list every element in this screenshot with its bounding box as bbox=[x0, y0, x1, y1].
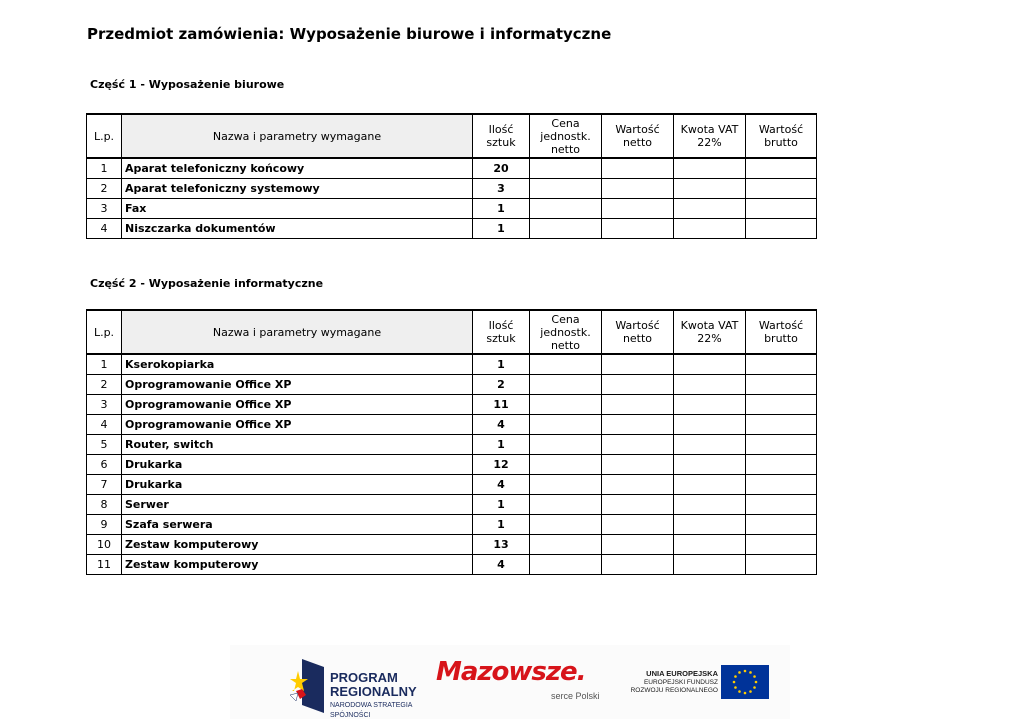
cell-lp: 1 bbox=[87, 158, 122, 178]
cell-net-value bbox=[602, 414, 674, 434]
cell-name: Aparat telefoniczny systemowy bbox=[122, 178, 473, 198]
cell-name: Oprogramowanie Office XP bbox=[122, 374, 473, 394]
eu-line2: EUROPEJSKI FUNDUSZ bbox=[643, 679, 718, 686]
cell-name: Drukarka bbox=[122, 454, 473, 474]
cell-name: Szafa serwera bbox=[122, 514, 473, 534]
cell-lp: 1 bbox=[87, 354, 122, 374]
cell-lp: 4 bbox=[87, 218, 122, 238]
table-row bbox=[87, 354, 817, 374]
cell-unit-price bbox=[530, 514, 602, 534]
table-row bbox=[87, 454, 817, 474]
cell-qty: 11 bbox=[473, 394, 530, 414]
eu-star bbox=[749, 690, 752, 693]
cell-vat bbox=[674, 198, 746, 218]
cell-vat bbox=[674, 178, 746, 198]
cell-name: Oprogramowanie Office XP bbox=[122, 394, 473, 414]
cell-gross-value bbox=[746, 474, 817, 494]
header-unit-price: Cena jednostk. netto bbox=[530, 114, 602, 158]
cell-lp: 4 bbox=[87, 414, 122, 434]
header-lp: L.p. bbox=[87, 114, 122, 158]
cell-unit-price bbox=[530, 534, 602, 554]
cell-lp: 5 bbox=[87, 434, 122, 454]
cell-qty: 1 bbox=[473, 434, 530, 454]
cell-vat bbox=[674, 394, 746, 414]
table-row bbox=[87, 434, 817, 454]
cell-unit-price bbox=[530, 354, 602, 374]
program-star-icon bbox=[288, 659, 324, 713]
cell-qty: 1 bbox=[473, 218, 530, 238]
cell-lp: 6 bbox=[87, 454, 122, 474]
table-row bbox=[87, 474, 817, 494]
mazowsze-logo bbox=[436, 657, 606, 707]
cell-vat bbox=[674, 414, 746, 434]
part1-table-body bbox=[87, 158, 817, 238]
table-row bbox=[87, 394, 817, 414]
header-name: Nazwa i parametry wymagane bbox=[122, 310, 473, 354]
cell-gross-value bbox=[746, 554, 817, 574]
eu-star bbox=[744, 692, 747, 695]
cell-qty: 1 bbox=[473, 494, 530, 514]
header-gross-value: Wartość brutto bbox=[746, 310, 817, 354]
cell-gross-value bbox=[746, 178, 817, 198]
cell-qty: 1 bbox=[473, 354, 530, 374]
header-vat: Kwota VAT 22% bbox=[674, 310, 746, 354]
cell-lp: 11 bbox=[87, 554, 122, 574]
eu-star bbox=[749, 671, 752, 674]
header-qty: Ilość sztuk bbox=[473, 114, 530, 158]
part2-table-body bbox=[87, 354, 817, 574]
cell-gross-value bbox=[746, 534, 817, 554]
part2-table bbox=[86, 309, 817, 575]
cell-unit-price bbox=[530, 218, 602, 238]
cell-unit-price bbox=[530, 454, 602, 474]
cell-gross-value bbox=[746, 434, 817, 454]
eu-flag-icon bbox=[721, 665, 769, 699]
cell-gross-value bbox=[746, 414, 817, 434]
cell-vat bbox=[674, 474, 746, 494]
cell-vat bbox=[674, 534, 746, 554]
cell-lp: 3 bbox=[87, 394, 122, 414]
header-unit-price: Cena jednostk. netto bbox=[530, 310, 602, 354]
cell-unit-price bbox=[530, 198, 602, 218]
cell-unit-price bbox=[530, 178, 602, 198]
cell-gross-value bbox=[746, 158, 817, 178]
cell-net-value bbox=[602, 158, 674, 178]
header-net-value: Wartość netto bbox=[602, 310, 674, 354]
mazowsze-tagline: serce Polski bbox=[551, 691, 600, 701]
eu-star bbox=[755, 681, 758, 684]
eu-star bbox=[753, 675, 756, 678]
cell-name: Router, switch bbox=[122, 434, 473, 454]
header-gross-value: Wartość brutto bbox=[746, 114, 817, 158]
cell-qty: 4 bbox=[473, 474, 530, 494]
cell-vat bbox=[674, 374, 746, 394]
cell-lp: 2 bbox=[87, 374, 122, 394]
cell-name: Oprogramowanie Office XP bbox=[122, 414, 473, 434]
header-name: Nazwa i parametry wymagane bbox=[122, 114, 473, 158]
program-regionalny-logo bbox=[260, 657, 440, 719]
cell-net-value bbox=[602, 534, 674, 554]
cell-net-value bbox=[602, 198, 674, 218]
cell-lp: 2 bbox=[87, 178, 122, 198]
cell-net-value bbox=[602, 394, 674, 414]
cell-unit-price bbox=[530, 434, 602, 454]
cell-lp: 10 bbox=[87, 534, 122, 554]
cell-unit-price bbox=[530, 394, 602, 414]
table-row bbox=[87, 494, 817, 514]
cell-qty: 3 bbox=[473, 178, 530, 198]
cell-lp: 7 bbox=[87, 474, 122, 494]
cell-lp: 3 bbox=[87, 198, 122, 218]
cell-unit-price bbox=[530, 494, 602, 514]
eu-star bbox=[738, 671, 741, 674]
cell-net-value bbox=[602, 434, 674, 454]
cell-net-value bbox=[602, 474, 674, 494]
cell-unit-price bbox=[530, 474, 602, 494]
eu-line3: ROZWOJU REGIONALNEGO bbox=[630, 687, 718, 694]
eu-star bbox=[738, 690, 741, 693]
cell-name: Fax bbox=[122, 198, 473, 218]
cell-net-value bbox=[602, 494, 674, 514]
cell-vat bbox=[674, 158, 746, 178]
table-row bbox=[87, 198, 817, 218]
eu-star bbox=[753, 686, 756, 689]
page-title: Przedmiot zamówienia: Wyposażenie biurowe i informatyczne bbox=[87, 25, 612, 43]
cell-gross-value bbox=[746, 394, 817, 414]
cell-net-value bbox=[602, 554, 674, 574]
eu-logo bbox=[626, 665, 776, 705]
cell-qty: 13 bbox=[473, 534, 530, 554]
eu-star bbox=[744, 670, 747, 673]
cell-qty: 4 bbox=[473, 414, 530, 434]
cell-unit-price bbox=[530, 554, 602, 574]
table-header-row bbox=[87, 114, 817, 158]
cell-name: Zestaw komputerowy bbox=[122, 554, 473, 574]
footer-logos bbox=[230, 645, 790, 719]
table-row bbox=[87, 178, 817, 198]
table-row bbox=[87, 414, 817, 434]
cell-gross-value bbox=[746, 354, 817, 374]
table-header-row bbox=[87, 310, 817, 354]
cell-qty: 1 bbox=[473, 198, 530, 218]
part1-table bbox=[86, 113, 817, 239]
cell-qty: 1 bbox=[473, 514, 530, 534]
cell-net-value bbox=[602, 514, 674, 534]
cell-qty: 2 bbox=[473, 374, 530, 394]
program-line3: NARODOWA STRATEGIA SPÓJNOŚCI bbox=[330, 702, 413, 719]
cell-gross-value bbox=[746, 454, 817, 474]
part1-label: Część 1 - Wyposażenie biurowe bbox=[90, 78, 285, 91]
cell-vat bbox=[674, 554, 746, 574]
cell-name: Aparat telefoniczny końcowy bbox=[122, 158, 473, 178]
part2-label: Część 2 - Wyposażenie informatyczne bbox=[90, 277, 324, 290]
table-row bbox=[87, 514, 817, 534]
cell-net-value bbox=[602, 354, 674, 374]
cell-name: Kserokopiarka bbox=[122, 354, 473, 374]
table-row bbox=[87, 534, 817, 554]
table-row bbox=[87, 218, 817, 238]
cell-unit-price bbox=[530, 374, 602, 394]
cell-net-value bbox=[602, 218, 674, 238]
cell-vat bbox=[674, 494, 746, 514]
cell-name: Serwer bbox=[122, 494, 473, 514]
cell-name: Drukarka bbox=[122, 474, 473, 494]
cell-net-value bbox=[602, 454, 674, 474]
table-row bbox=[87, 374, 817, 394]
cell-name: Zestaw komputerowy bbox=[122, 534, 473, 554]
header-lp: L.p. bbox=[87, 310, 122, 354]
header-qty: Ilość sztuk bbox=[473, 310, 530, 354]
eu-star bbox=[734, 686, 737, 689]
mazowsze-wordmark: Mazowsze. bbox=[436, 657, 586, 687]
cell-qty: 20 bbox=[473, 158, 530, 178]
cell-vat bbox=[674, 434, 746, 454]
cell-vat bbox=[674, 354, 746, 374]
eu-star bbox=[733, 681, 736, 684]
eu-star bbox=[734, 675, 737, 678]
cell-gross-value bbox=[746, 198, 817, 218]
cell-unit-price bbox=[530, 158, 602, 178]
cell-gross-value bbox=[746, 374, 817, 394]
cell-gross-value bbox=[746, 218, 817, 238]
cell-qty: 12 bbox=[473, 454, 530, 474]
cell-net-value bbox=[602, 374, 674, 394]
cell-lp: 8 bbox=[87, 494, 122, 514]
eu-line1: UNIA EUROPEJSKA bbox=[646, 669, 718, 678]
cell-net-value bbox=[602, 178, 674, 198]
header-net-value: Wartość netto bbox=[602, 114, 674, 158]
cell-qty: 4 bbox=[473, 554, 530, 574]
cell-lp: 9 bbox=[87, 514, 122, 534]
table-row bbox=[87, 158, 817, 178]
cell-gross-value bbox=[746, 494, 817, 514]
cell-vat bbox=[674, 454, 746, 474]
cell-name: Niszczarka dokumentów bbox=[122, 218, 473, 238]
cell-vat bbox=[674, 218, 746, 238]
program-line1: PROGRAM bbox=[330, 670, 398, 685]
header-vat: Kwota VAT 22% bbox=[674, 114, 746, 158]
cell-unit-price bbox=[530, 414, 602, 434]
program-line2: REGIONALNY bbox=[330, 684, 417, 699]
cell-gross-value bbox=[746, 514, 817, 534]
cell-vat bbox=[674, 514, 746, 534]
table-row bbox=[87, 554, 817, 574]
